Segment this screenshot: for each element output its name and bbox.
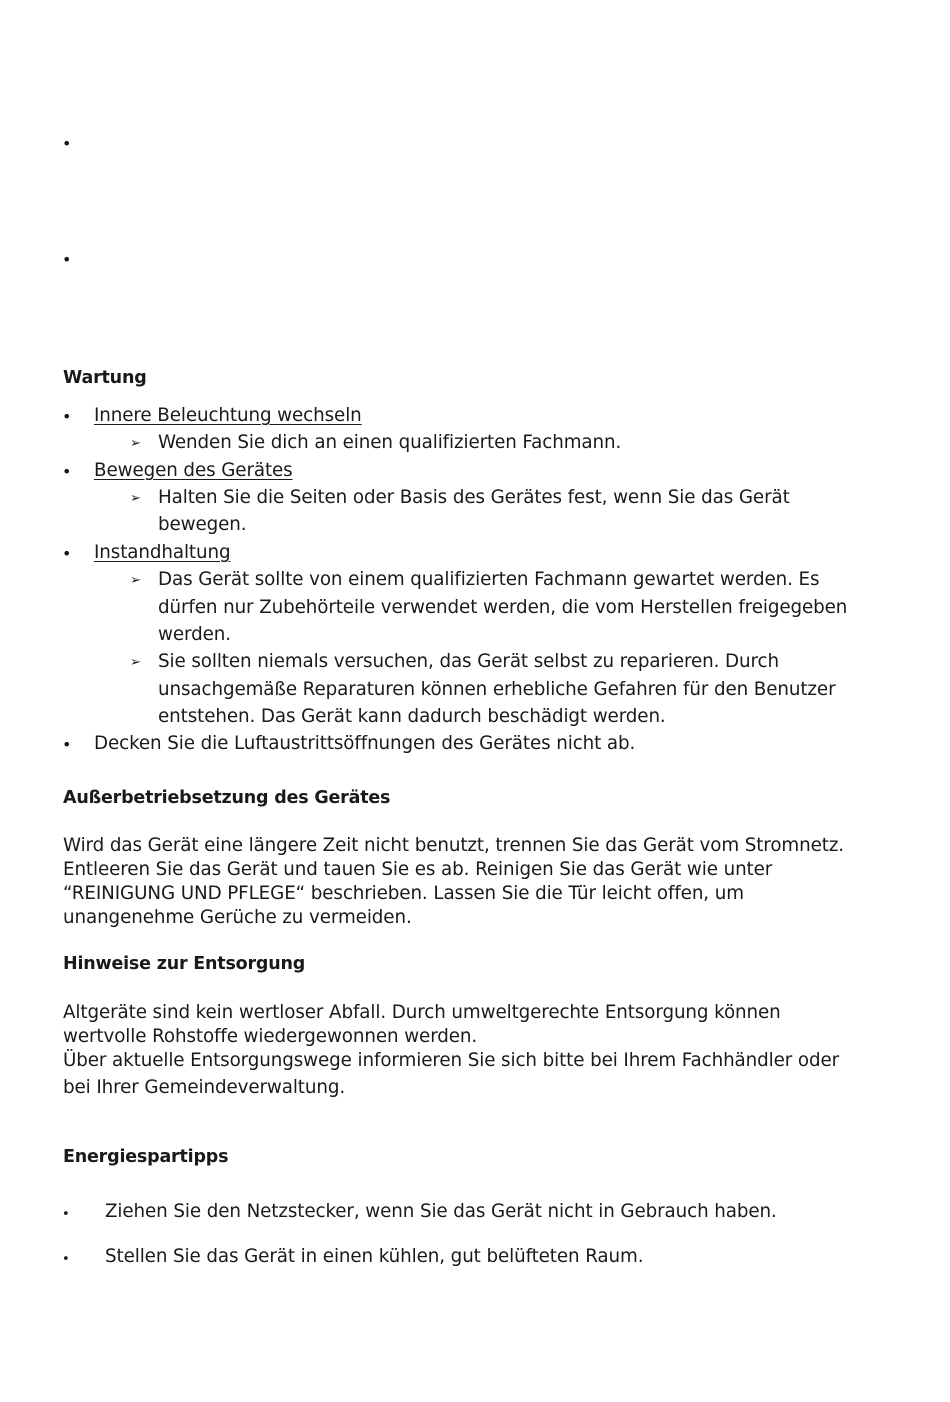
list-subitem: Das Gerät sollte von einem qualifizierten Fachmann gewartet werden. Es	[158, 569, 820, 590]
arrow-icon: ➢	[130, 491, 141, 506]
arrow-icon: ➢	[130, 655, 141, 670]
bullet-dot: •	[62, 735, 72, 754]
paragraph-line: Entleeren Sie das Gerät und tauen Sie es ab. Reinigen Sie das Gerät wie unter	[63, 859, 773, 880]
section-heading-ausserbetrieb: Außerbetriebsetzung des Gerätes	[63, 788, 391, 808]
bullet-dot: •	[62, 134, 72, 153]
list-subitem: entstehen. Das Gerät kann dadurch beschädigt werden.	[158, 706, 666, 727]
section-heading-entsorgung: Hinweise zur Entsorgung	[63, 954, 306, 974]
list-item: Ziehen Sie den Netzstecker, wenn Sie das Gerät nicht in Gebrauch haben.	[105, 1201, 777, 1222]
list-subitem: unsachgemäße Reparaturen können erhebliche Gefahren für den Benutzer	[158, 679, 836, 700]
list-item: Stellen Sie das Gerät in einen kühlen, gut belüfteten Raum.	[105, 1246, 644, 1267]
bullet-dot: •	[62, 462, 72, 481]
paragraph-line: bei Ihrer Gemeindeverwaltung.	[63, 1077, 346, 1098]
paragraph-line: Altgeräte sind kein wertloser Abfall. Durch umweltgerechte Entsorgung können	[63, 1002, 781, 1023]
list-item-title: Bewegen des Gerätes	[94, 460, 293, 481]
section-heading-energie: Energiespartipps	[63, 1147, 229, 1167]
paragraph-line: wertvolle Rohstoffe wiedergewonnen werden.	[63, 1026, 478, 1047]
list-subitem: dürfen nur Zubehörteile verwendet werden, die vom Herstellen freigegeben	[158, 597, 848, 618]
paragraph-line: Wird das Gerät eine längere Zeit nicht benutzt, trennen Sie das Gerät vom Stromnetz.	[63, 835, 845, 856]
arrow-icon: ➢	[130, 573, 141, 588]
list-subitem: werden.	[158, 624, 231, 645]
list-item-title: Innere Beleuchtung wechseln	[94, 405, 362, 426]
list-subitem: Wenden Sie dich an einen qualifizierten Fachmann.	[158, 432, 622, 453]
section-heading-wartung: Wartung	[63, 368, 147, 388]
bullet-dot: •	[62, 1252, 70, 1267]
bullet-dot: •	[62, 544, 72, 563]
arrow-icon: ➢	[130, 436, 141, 451]
list-item: Decken Sie die Luftaustrittsöffnungen des Gerätes nicht ab.	[94, 733, 636, 754]
bullet-dot: •	[62, 250, 72, 269]
list-item-title: Instandhaltung	[94, 542, 231, 563]
bullet-dot: •	[62, 407, 72, 426]
list-subitem: Halten Sie die Seiten oder Basis des Gerätes fest, wenn Sie das Gerät	[158, 487, 790, 508]
paragraph-line: Über aktuelle Entsorgungswege informieren Sie sich bitte bei Ihrem Fachhändler oder	[63, 1050, 840, 1071]
paragraph-line: “REINIGUNG UND PFLEGE“ beschrieben. Lassen Sie die Tür leicht offen, um	[63, 883, 744, 904]
list-subitem: bewegen.	[158, 514, 247, 535]
paragraph-line: unangenehme Gerüche zu vermeiden.	[63, 907, 412, 928]
bullet-dot: •	[62, 1207, 70, 1222]
list-subitem: Sie sollten niemals versuchen, das Gerät selbst zu reparieren. Durch	[158, 651, 779, 672]
